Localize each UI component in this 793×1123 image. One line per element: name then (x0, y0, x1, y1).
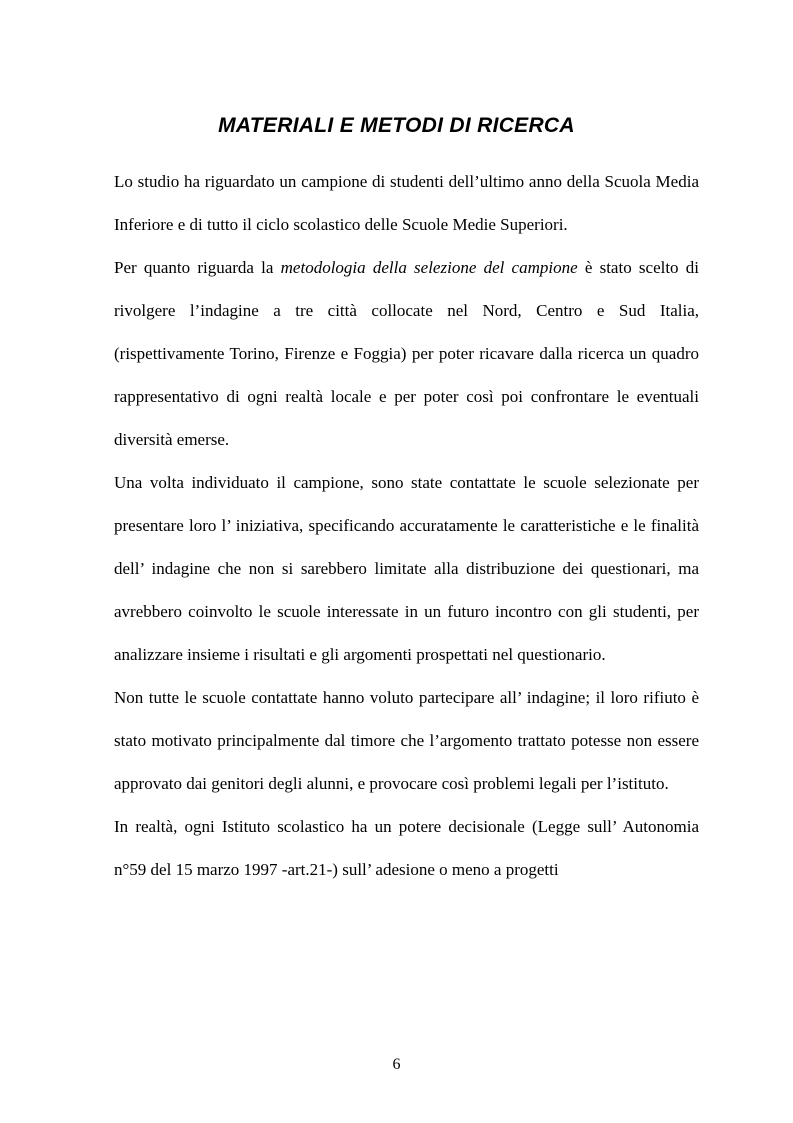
emphasis-text: metodologia della selezione del campione (280, 258, 578, 277)
paragraph-text: Per quanto riguarda la (114, 258, 281, 277)
paragraph (114, 805, 699, 891)
paragraph-text: In realtà, ogni Istituto scolastico ha un potere decisionale (Legge sull’ Autonomia n°59 del 15 marzo 1997 -art.21-) sull’ adesione o meno a progetti (114, 817, 699, 879)
paragraph (114, 160, 699, 246)
body-text (114, 160, 699, 891)
section-title: MATERIALI E METODI DI RICERCA (218, 114, 575, 137)
paragraph (114, 676, 699, 805)
paragraph (114, 461, 699, 676)
paragraph-text: è stato scelto di rivolgere l’indagine a tre città collocate nel Nord, Centro e Sud Italia, (rispettivamente Torino, Firenze e Foggia) per poter ricavare dalla ricerca un quadro rappresentativo di ogni realtà locale e per poter così poi confrontare le eventuali diversità emerse. (114, 258, 699, 449)
paragraph-text: Una volta individuato il campione, sono state contattate le scuole selezionate per presentare loro l’ iniziativa, specificando accuratamente le caratteristiche e le finalità dell’ indagine che non si sarebbero limitate alla distribuzione dei questionari, ma avrebbero coinvolto le scuole interessate in un futuro incontro con gli studenti, per analizzare insieme i risultati e gli argomenti prospettati nel questionario. (114, 473, 699, 664)
page-number: 6 (392, 1056, 401, 1073)
paragraph (114, 246, 699, 461)
paragraph-text: Non tutte le scuole contattate hanno voluto partecipare all’ indagine; il loro rifiuto è stato motivato principalmente dal timore che l’argomento trattato potesse non essere approvato dai genitori degli alunni, e provocare così problemi legali per l’istituto. (114, 688, 699, 793)
paragraph-text: Lo studio ha riguardato un campione di studenti dell’ultimo anno della Scuola Media Inferiore e di tutto il ciclo scolastico delle Scuole Medie Superiori. (114, 172, 699, 234)
